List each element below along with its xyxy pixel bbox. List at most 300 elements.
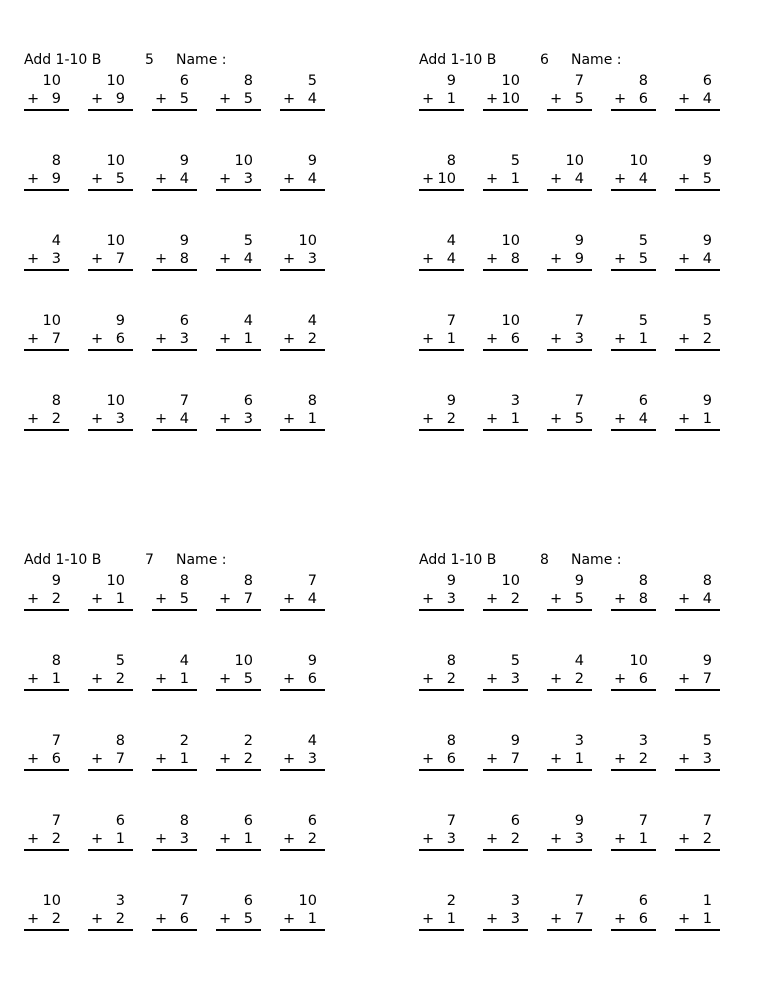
addend-bottom: 1	[446, 331, 456, 347]
plus-sign: +	[283, 591, 296, 607]
answer-line	[419, 929, 464, 931]
addition-problem	[675, 72, 720, 112]
addend-top: 6	[638, 893, 648, 909]
addend-top: 4	[179, 653, 189, 669]
problem-row	[24, 812, 354, 892]
problem-grid	[24, 72, 354, 472]
plus-sign: +	[219, 911, 232, 927]
plus-sign: +	[550, 251, 563, 267]
sheet-title: Add 1-10 B	[419, 552, 497, 568]
problem-row	[419, 152, 749, 232]
addend-top: 7	[446, 313, 456, 329]
addend-bottom: 5	[243, 91, 253, 107]
addition-problem	[280, 652, 325, 692]
addition-problem	[675, 392, 720, 432]
addition-problem	[280, 572, 325, 612]
answer-line	[88, 189, 133, 191]
answer-line	[547, 929, 592, 931]
addend-bottom: 7	[51, 331, 61, 347]
problem-row	[419, 652, 749, 732]
addend-bottom: 4	[638, 411, 648, 427]
addend-top: 10	[501, 573, 520, 589]
addend-bottom: 1	[510, 171, 520, 187]
addend-top: 4	[307, 313, 317, 329]
answer-line	[547, 269, 592, 271]
plus-sign: +	[550, 591, 563, 607]
answer-line	[24, 189, 69, 191]
addition-problem	[152, 652, 197, 692]
addend-top: 7	[446, 813, 456, 829]
addend-top: 7	[574, 393, 584, 409]
addend-top: 9	[179, 153, 189, 169]
answer-line	[88, 349, 133, 351]
plus-sign: +	[283, 251, 296, 267]
addition-problem	[611, 312, 656, 352]
addend-bottom: 7	[702, 671, 712, 687]
addend-bottom: 2	[702, 831, 712, 847]
addition-problem	[483, 892, 528, 932]
addend-top: 4	[446, 233, 456, 249]
plus-sign: +	[486, 411, 499, 427]
answer-line	[88, 429, 133, 431]
answer-line	[611, 189, 656, 191]
problem-row	[24, 72, 354, 152]
addend-bottom: 9	[51, 171, 61, 187]
plus-sign: +	[219, 171, 232, 187]
addend-bottom: 6	[51, 751, 61, 767]
answer-line	[547, 769, 592, 771]
addition-problem	[88, 72, 133, 112]
plus-sign: +	[550, 91, 563, 107]
addition-problem	[483, 732, 528, 772]
problem-row	[419, 572, 749, 652]
answer-line	[216, 349, 261, 351]
addend-top: 9	[51, 573, 61, 589]
answer-line	[611, 929, 656, 931]
addition-problem	[419, 892, 464, 932]
answer-line	[547, 189, 592, 191]
addend-bottom: 2	[574, 671, 584, 687]
plus-sign: +	[219, 251, 232, 267]
sheet-title: Add 1-10 B	[24, 52, 102, 68]
addend-top: 9	[574, 573, 584, 589]
addend-top: 10	[234, 653, 253, 669]
addend-bottom: 4	[638, 171, 648, 187]
plus-sign: +	[91, 831, 104, 847]
addend-bottom: 1	[243, 331, 253, 347]
plus-sign: +	[486, 91, 499, 107]
answer-line	[280, 929, 325, 931]
worksheet-header	[419, 52, 749, 72]
addend-top: 5	[115, 653, 125, 669]
addend-top: 7	[702, 813, 712, 829]
addend-bottom: 3	[243, 171, 253, 187]
addend-top: 5	[307, 73, 317, 89]
name-label: Name :	[571, 552, 622, 568]
worksheet-header	[24, 552, 354, 572]
addend-top: 6	[179, 73, 189, 89]
addend-bottom: 1	[446, 911, 456, 927]
answer-line	[280, 189, 325, 191]
problem-row	[419, 732, 749, 812]
plus-sign: +	[614, 591, 627, 607]
answer-line	[675, 429, 720, 431]
addition-problem	[483, 572, 528, 612]
addend-bottom: 4	[179, 411, 189, 427]
addend-bottom: 2	[307, 331, 317, 347]
addend-bottom: 2	[243, 751, 253, 767]
addition-problem	[24, 572, 69, 612]
plus-sign: +	[283, 411, 296, 427]
addition-problem	[483, 232, 528, 272]
addend-top: 6	[243, 893, 253, 909]
addend-top: 10	[106, 73, 125, 89]
addend-top: 6	[702, 73, 712, 89]
worksheet-header	[419, 552, 749, 572]
addend-bottom: 2	[115, 911, 125, 927]
addition-problem	[88, 732, 133, 772]
answer-line	[547, 849, 592, 851]
addend-bottom: 3	[446, 591, 456, 607]
plus-sign: +	[550, 911, 563, 927]
addition-problem	[216, 72, 261, 112]
addend-bottom: 6	[638, 671, 648, 687]
addition-problem	[24, 232, 69, 272]
plus-sign: +	[422, 171, 435, 187]
plus-sign: +	[678, 591, 691, 607]
problem-row	[24, 312, 354, 392]
plus-sign: +	[219, 411, 232, 427]
addend-top: 3	[115, 893, 125, 909]
plus-sign: +	[678, 331, 691, 347]
addend-bottom: 1	[243, 831, 253, 847]
plus-sign: +	[91, 671, 104, 687]
addend-top: 1	[702, 893, 712, 909]
answer-line	[547, 429, 592, 431]
addition-problem	[547, 232, 592, 272]
plus-sign: +	[91, 331, 104, 347]
addend-top: 8	[638, 573, 648, 589]
addend-top: 6	[243, 813, 253, 829]
answer-line	[216, 189, 261, 191]
problem-row	[419, 312, 749, 392]
addition-problem	[216, 732, 261, 772]
sheet-number: 6	[540, 52, 549, 68]
plus-sign: +	[155, 171, 168, 187]
plus-sign: +	[486, 591, 499, 607]
addition-problem	[547, 312, 592, 352]
addend-bottom: 3	[179, 331, 189, 347]
answer-line	[152, 189, 197, 191]
addition-problem	[547, 812, 592, 852]
answer-line	[280, 349, 325, 351]
addition-problem	[483, 812, 528, 852]
plus-sign: +	[283, 671, 296, 687]
plus-sign: +	[486, 911, 499, 927]
addend-bottom: 7	[574, 911, 584, 927]
addition-problem	[88, 152, 133, 192]
addend-bottom: 1	[638, 831, 648, 847]
addition-problem	[88, 232, 133, 272]
addend-bottom: 3	[115, 411, 125, 427]
addition-problem	[611, 392, 656, 432]
problem-row	[24, 892, 354, 972]
plus-sign: +	[486, 251, 499, 267]
addend-bottom: 3	[510, 671, 520, 687]
addition-problem	[675, 152, 720, 192]
addend-top: 8	[51, 153, 61, 169]
plus-sign: +	[614, 671, 627, 687]
addend-top: 9	[574, 813, 584, 829]
answer-line	[483, 769, 528, 771]
plus-sign: +	[155, 91, 168, 107]
addition-problem	[88, 392, 133, 432]
addend-bottom: 7	[510, 751, 520, 767]
addend-bottom: 6	[446, 751, 456, 767]
sheet-title: Add 1-10 B	[419, 52, 497, 68]
addend-top: 8	[243, 573, 253, 589]
addend-bottom: 3	[307, 251, 317, 267]
answer-line	[547, 609, 592, 611]
answer-line	[88, 769, 133, 771]
addend-top: 6	[243, 393, 253, 409]
addend-bottom: 8	[510, 251, 520, 267]
problem-row	[24, 232, 354, 312]
addend-bottom: 4	[243, 251, 253, 267]
plus-sign: +	[678, 831, 691, 847]
answer-line	[152, 429, 197, 431]
addition-problem	[675, 572, 720, 612]
problem-row	[24, 652, 354, 732]
addend-bottom: 1	[115, 831, 125, 847]
answer-line	[483, 269, 528, 271]
plus-sign: +	[422, 751, 435, 767]
addend-bottom: 5	[702, 171, 712, 187]
addition-problem	[419, 732, 464, 772]
addition-problem	[216, 392, 261, 432]
plus-sign: +	[27, 91, 40, 107]
addition-problem	[280, 392, 325, 432]
plus-sign: +	[678, 91, 691, 107]
addend-bottom: 4	[446, 251, 456, 267]
addend-bottom: 3	[702, 751, 712, 767]
addition-problem	[24, 392, 69, 432]
addition-problem	[547, 652, 592, 692]
addend-bottom: 2	[51, 411, 61, 427]
addition-problem	[611, 652, 656, 692]
addend-bottom: 7	[115, 751, 125, 767]
addition-problem	[483, 152, 528, 192]
plus-sign: +	[422, 831, 435, 847]
plus-sign: +	[422, 911, 435, 927]
answer-line	[419, 349, 464, 351]
answer-line	[419, 689, 464, 691]
addition-problem	[483, 652, 528, 692]
plus-sign: +	[486, 171, 499, 187]
plus-sign: +	[422, 331, 435, 347]
answer-line	[675, 349, 720, 351]
addend-bottom: 3	[243, 411, 253, 427]
addend-top: 7	[574, 73, 584, 89]
addend-top: 9	[702, 153, 712, 169]
addend-top: 8	[446, 153, 456, 169]
addition-problem	[419, 812, 464, 852]
answer-line	[24, 269, 69, 271]
answer-line	[216, 429, 261, 431]
plus-sign: +	[678, 411, 691, 427]
answer-line	[483, 849, 528, 851]
problem-row	[24, 152, 354, 232]
answer-line	[152, 109, 197, 111]
addition-problem	[675, 732, 720, 772]
addend-top: 9	[307, 153, 317, 169]
plus-sign: +	[422, 671, 435, 687]
addend-top: 8	[115, 733, 125, 749]
plus-sign: +	[219, 751, 232, 767]
addend-bottom: 4	[307, 91, 317, 107]
answer-line	[419, 769, 464, 771]
addend-top: 8	[179, 813, 189, 829]
addition-problem	[24, 652, 69, 692]
addition-problem	[88, 572, 133, 612]
addend-bottom: 1	[510, 411, 520, 427]
addend-bottom: 2	[510, 831, 520, 847]
problem-row	[419, 72, 749, 152]
addition-problem	[280, 152, 325, 192]
addition-problem	[675, 232, 720, 272]
addition-problem	[280, 232, 325, 272]
answer-line	[611, 689, 656, 691]
addend-top: 9	[574, 233, 584, 249]
plus-sign: +	[155, 751, 168, 767]
addend-top: 2	[179, 733, 189, 749]
addend-bottom: 1	[446, 91, 456, 107]
addend-top: 10	[501, 313, 520, 329]
addend-top: 2	[446, 893, 456, 909]
addend-top: 8	[51, 393, 61, 409]
sheet-number: 8	[540, 552, 549, 568]
addend-bottom: 8	[638, 591, 648, 607]
plus-sign: +	[155, 331, 168, 347]
answer-line	[611, 849, 656, 851]
plus-sign: +	[486, 331, 499, 347]
addend-top: 4	[51, 233, 61, 249]
addition-problem	[152, 732, 197, 772]
plus-sign: +	[27, 251, 40, 267]
addend-top: 7	[179, 893, 189, 909]
addend-bottom: 2	[702, 331, 712, 347]
addend-top: 9	[446, 393, 456, 409]
addend-bottom: 4	[702, 91, 712, 107]
plus-sign: +	[678, 751, 691, 767]
addend-top: 8	[446, 653, 456, 669]
addend-bottom: 4	[702, 591, 712, 607]
addend-top: 4	[307, 733, 317, 749]
addend-bottom: 9	[115, 91, 125, 107]
addition-problem	[419, 572, 464, 612]
addend-bottom: 8	[179, 251, 189, 267]
plus-sign: +	[155, 831, 168, 847]
answer-line	[152, 849, 197, 851]
problem-grid	[419, 572, 749, 972]
plus-sign: +	[614, 411, 627, 427]
addition-problem	[152, 892, 197, 932]
answer-line	[483, 429, 528, 431]
addend-bottom: 1	[638, 331, 648, 347]
addition-problem	[216, 312, 261, 352]
plus-sign: +	[550, 171, 563, 187]
problem-row	[24, 732, 354, 812]
plus-sign: +	[91, 411, 104, 427]
addend-bottom: 2	[446, 671, 456, 687]
addend-top: 10	[501, 233, 520, 249]
answer-line	[88, 689, 133, 691]
answer-line	[675, 929, 720, 931]
addend-bottom: 3	[510, 911, 520, 927]
plus-sign: +	[283, 911, 296, 927]
plus-sign: +	[91, 91, 104, 107]
addition-problem	[611, 232, 656, 272]
answer-line	[675, 609, 720, 611]
answer-line	[675, 689, 720, 691]
answer-line	[24, 609, 69, 611]
addend-top: 7	[638, 813, 648, 829]
answer-line	[675, 849, 720, 851]
answer-line	[88, 609, 133, 611]
addend-top: 10	[106, 573, 125, 589]
addition-problem	[24, 72, 69, 112]
answer-line	[152, 689, 197, 691]
addition-problem	[152, 392, 197, 432]
addition-problem	[483, 72, 528, 112]
addition-problem	[483, 312, 528, 352]
answer-line	[88, 929, 133, 931]
addition-problem	[547, 152, 592, 192]
addend-bottom: 2	[51, 831, 61, 847]
answer-line	[611, 109, 656, 111]
addition-problem	[547, 392, 592, 432]
problem-row	[419, 892, 749, 972]
plus-sign: +	[422, 411, 435, 427]
addend-bottom: 3	[574, 331, 584, 347]
addend-top: 9	[446, 573, 456, 589]
addend-top: 5	[702, 313, 712, 329]
addition-problem	[419, 72, 464, 112]
plus-sign: +	[678, 171, 691, 187]
answer-line	[24, 849, 69, 851]
plus-sign: +	[614, 91, 627, 107]
addend-top: 2	[243, 733, 253, 749]
addend-top: 7	[51, 733, 61, 749]
answer-line	[152, 609, 197, 611]
addend-top: 5	[702, 733, 712, 749]
addend-top: 9	[702, 653, 712, 669]
answer-line	[216, 929, 261, 931]
addend-bottom: 1	[179, 751, 189, 767]
plus-sign: +	[678, 671, 691, 687]
addend-bottom: 4	[574, 171, 584, 187]
addend-top: 10	[629, 653, 648, 669]
plus-sign: +	[219, 591, 232, 607]
addend-bottom: 5	[574, 591, 584, 607]
addend-top: 4	[574, 653, 584, 669]
answer-line	[280, 269, 325, 271]
addition-problem	[216, 652, 261, 692]
plus-sign: +	[91, 751, 104, 767]
addend-top: 9	[307, 653, 317, 669]
addend-top: 7	[307, 573, 317, 589]
plus-sign: +	[422, 91, 435, 107]
